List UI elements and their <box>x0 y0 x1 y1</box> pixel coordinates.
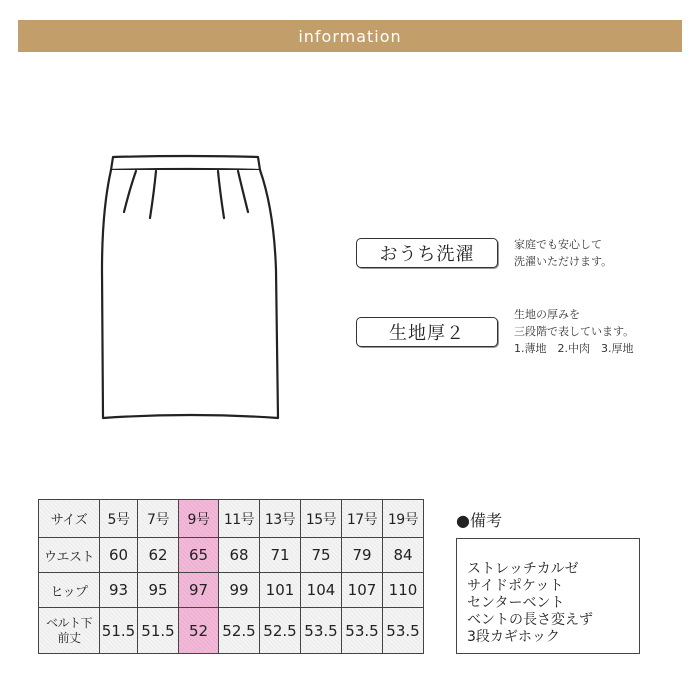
table-cell: 62 <box>138 538 179 573</box>
table-cell: 84 <box>383 538 424 573</box>
table-cell: 53.5 <box>383 608 424 654</box>
row-label: ベルト下 前丈 <box>39 608 100 654</box>
header-cell: 19号 <box>383 500 424 538</box>
table-cell: 71 <box>260 538 301 573</box>
table-cell: 51.5 <box>100 608 138 654</box>
notes-line: ベントの長さ変えず <box>467 612 593 628</box>
information-header <box>18 20 682 52</box>
table-row <box>39 573 424 608</box>
table-cell: 101 <box>260 573 301 608</box>
table-cell: 99 <box>219 573 260 608</box>
table-cell: 68 <box>219 538 260 573</box>
notes-title: ●備考 <box>456 511 502 530</box>
feature-desc-line: 生地の厚みを <box>514 308 580 321</box>
size-table <box>38 499 424 654</box>
header-cell: 13号 <box>260 500 301 538</box>
information-title: information <box>298 26 402 46</box>
feature-badge-fabric-thickness <box>356 317 498 347</box>
table-cell: 52.5 <box>219 608 260 654</box>
row-label: ヒップ <box>39 573 100 608</box>
notes-line: ストレッチカルゼ <box>467 561 579 577</box>
table-cell: 110 <box>383 573 424 608</box>
header-cell: 17号 <box>342 500 383 538</box>
table-cell: 53.5 <box>342 608 383 654</box>
table-header-row <box>39 500 424 538</box>
header-cell: 7号 <box>138 500 179 538</box>
notes-box <box>456 538 640 654</box>
feature-label: おうち洗濯 <box>379 244 475 265</box>
row-label: ウエスト <box>39 538 100 573</box>
feature-desc-line: 1.薄地 2.中肉 3.厚地 <box>514 342 634 355</box>
header-cell: サイズ <box>39 500 100 538</box>
table-cell: 93 <box>100 573 138 608</box>
notes-line: サイドポケット <box>467 578 564 594</box>
table-cell-highlight: 65 <box>179 538 219 573</box>
header-cell: 11号 <box>219 500 260 538</box>
feature-desc-line: 洗濯いただけます。 <box>514 255 613 268</box>
table-row <box>39 538 424 573</box>
table-cell: 75 <box>301 538 342 573</box>
table-cell: 53.5 <box>301 608 342 654</box>
table-cell-highlight: 52 <box>179 608 219 654</box>
feature-label: 生地厚２ <box>389 323 465 344</box>
table-cell: 79 <box>342 538 383 573</box>
skirt-illustration <box>96 150 286 430</box>
header-cell: 5号 <box>100 500 138 538</box>
feature-desc-home-wash <box>514 236 612 270</box>
notes-line: センターベント <box>467 595 565 611</box>
table-row <box>39 608 424 654</box>
notes-line: 3段カギホック <box>467 629 560 645</box>
table-cell: 60 <box>100 538 138 573</box>
header-cell: 15号 <box>301 500 342 538</box>
feature-desc-fabric-thickness <box>514 306 634 357</box>
feature-badge-home-wash <box>356 238 498 268</box>
header-cell-highlight: 9号 <box>179 500 219 538</box>
feature-desc-line: 三段階で表しています。 <box>514 325 635 338</box>
table-cell: 104 <box>301 573 342 608</box>
table-cell: 95 <box>138 573 179 608</box>
table-cell: 51.5 <box>138 608 179 654</box>
table-cell: 107 <box>342 573 383 608</box>
table-cell: 52.5 <box>260 608 301 654</box>
feature-desc-line: 家庭でも安心して <box>514 238 602 251</box>
table-cell-highlight: 97 <box>179 573 219 608</box>
